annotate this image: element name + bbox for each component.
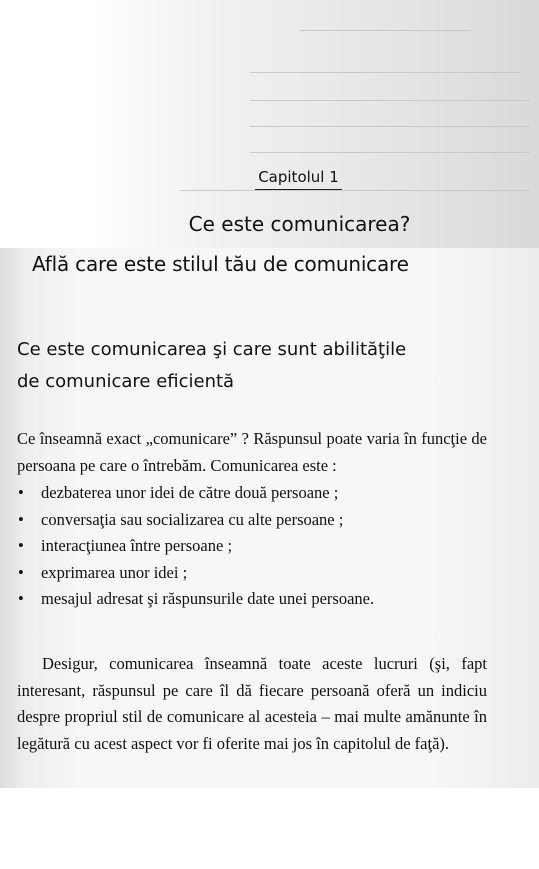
chapter-label-text: Capitolul 1	[255, 168, 342, 190]
section-heading-line: de comunicare eficientă	[17, 371, 235, 392]
list-item-text: exprimarea unor idei ;	[41, 562, 188, 582]
bullet-icon: •	[18, 562, 24, 582]
list-item	[17, 507, 487, 534]
bleed-through-line	[250, 100, 530, 101]
list-item	[17, 586, 487, 613]
bullet-icon: •	[18, 536, 24, 555]
list-item-text: mesajul adresat şi răspunsurile date unei persoane.	[41, 589, 375, 608]
list-item-text: dezbaterea unor idei de către două persoane ;	[41, 483, 339, 502]
definition-list	[17, 480, 487, 613]
section-heading	[17, 334, 497, 398]
bleed-through-line	[250, 126, 530, 127]
bullet-icon: •	[18, 589, 24, 608]
bleed-through-line	[180, 190, 530, 191]
chapter-subtitle: Află care este stilul tău de comunicare	[32, 252, 409, 276]
section-heading-line: Ce este comunicarea şi care sunt abilităţile	[17, 339, 407, 360]
list-item	[17, 533, 487, 560]
chapter-title: Ce este comunicarea?	[188, 212, 411, 236]
bleed-through-line	[250, 72, 520, 73]
chapter-label	[0, 168, 539, 190]
list-item-text: interacţiunea între persoane ;	[41, 536, 233, 555]
bullet-icon: •	[18, 509, 24, 529]
list-item	[17, 480, 487, 507]
list-item-text: conversaţia sau socializarea cu alte persoane ;	[41, 509, 344, 529]
closing-paragraph: Desigur, comunicarea înseamnă toate aceste lucruri (şi, fapt interesant, răspunsul pe care îl dă fiecare persoană oferă un indiciu despre propriul stil de comunicare al acesteia – mai multe amănunte în legătură cu acest aspect vor fi oferite mai jos în capitolul de faţă).	[17, 654, 487, 753]
intro-paragraph: Ce înseamnă exact „comunicare” ? Răspunsul poate varia în funcţie de persoana pe care o întrebăm. Comunicarea este :	[17, 429, 487, 475]
list-item	[17, 560, 487, 587]
bullet-icon: •	[18, 483, 24, 502]
bleed-through-line	[300, 30, 470, 31]
bleed-through-line	[250, 152, 530, 153]
